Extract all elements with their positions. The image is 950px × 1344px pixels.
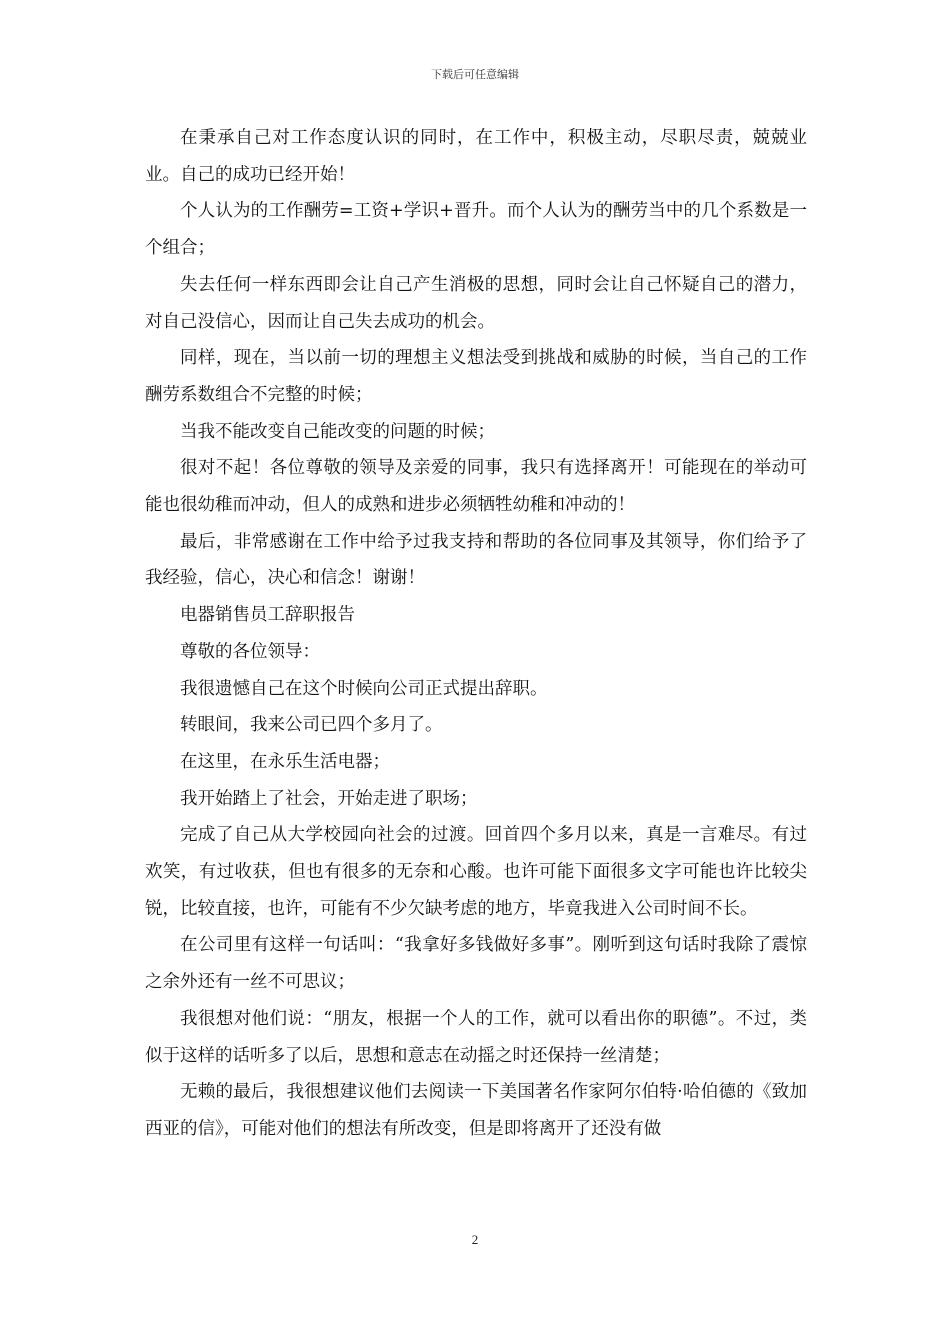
paragraph: 最后，非常感谢在工作中给予过我支持和帮助的各位同事及其领导，你们给予了我经验，信心，决心和信念！谢谢！ (145, 531, 807, 589)
paragraph: 失去任何一样东西即会让自己产生消极的思想，同时会让自己怀疑自己的潜力，对自己没信心，因而让自己失去成功的机会。 (145, 274, 807, 332)
paragraph: 我开始踏上了社会，开始走进了职场； (180, 788, 478, 809)
document-body (145, 120, 807, 1148)
paragraph: 我很想对他们说：“朋友，根据一个人的工作，就可以看出你的职德”。不过，类似于这样的话听多了以后，思想和意志在动摇之时还保持一丝清楚； (145, 1008, 807, 1066)
paragraph: 转眼间，我来公司已四个多月了。 (180, 715, 443, 736)
page-number: 2 (471, 1232, 479, 1247)
paragraph: 同样，现在，当以前一切的理想主义想法受到挑战和威胁的时候，当自己的工作酬劳系数组合不完整的时候； (145, 348, 807, 405)
paragraph: 当我不能改变自己能改变的问题的时候； (180, 421, 495, 442)
paragraph: 无赖的最后，我很想建议他们去阅读一下美国著名作家阿尔伯特·哈伯德的《致加西亚的信》，可能对他们的想法有所改变，但是即将离开了还没有做 (145, 1082, 807, 1139)
salutation: 尊敬的各位领导： (180, 641, 320, 662)
page-header: 下载后可任意编辑 (431, 68, 519, 81)
paragraph: 在这里，在永乐生活电器； (180, 751, 390, 772)
paragraph: 个人认为的工作酬劳=工资+学识+晋升。而个人认为的酬劳当中的几个系数是一个组合； (145, 201, 807, 259)
paragraph: 在公司里有这样一句话叫：“我拿好多钱做好多事”。刚听到这句话时我除了震惊之余外还有一丝不可思议； (145, 935, 807, 993)
paragraph: 我很遗憾自己在这个时候向公司正式提出辞职。 (180, 678, 548, 699)
section-title: 电器销售员工辞职报告 (180, 605, 355, 626)
paragraph: 完成了自己从大学校园向社会的过渡。回首四个多月以来，真是一言难尽。有过欢笑，有过收获，但也有很多的无奈和心酸。也许可能下面很多文字可能也许比较尖锐，比较直接，也许，可能有不少欠缺考虑的地方，毕竟我进入公司时间不长。 (145, 825, 807, 919)
paragraph: 很对不起！各位尊敬的领导及亲爱的同事，我只有选择离开！可能现在的举动可能也很幼稚而冲动，但人的成熟和进步必须牺牲幼稚和冲动的！ (145, 458, 807, 516)
paragraph: 在秉承自己对工作态度认识的同时，在工作中，积极主动，尽职尽责，兢兢业业。自己的成功已经开始！ (145, 128, 807, 185)
